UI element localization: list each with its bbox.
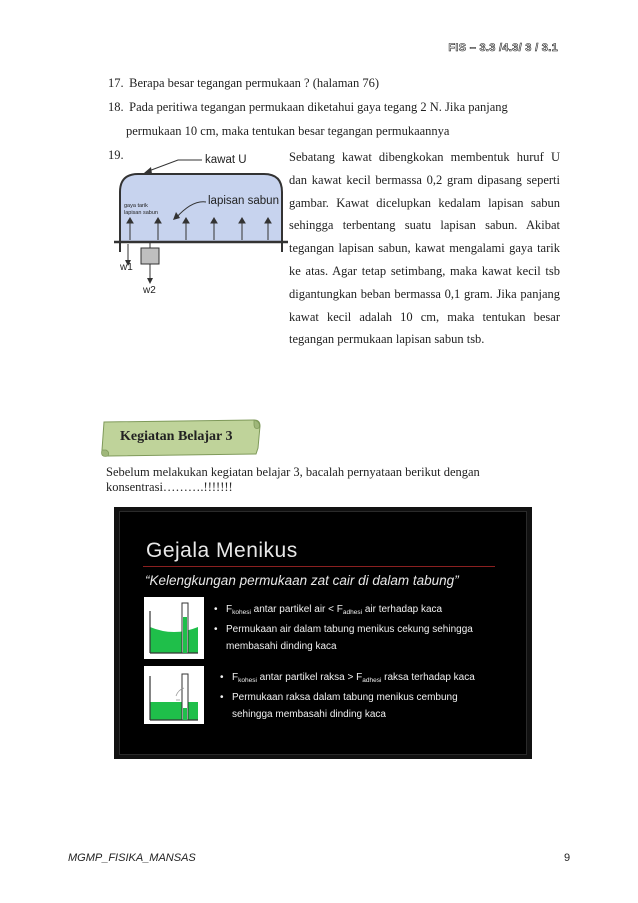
label-kawat-u: kawat U — [205, 154, 247, 166]
bullet-air-kohesi: • $F_{kohesi}$ antar partikel air < $F_{adhesi}$ air terhadap kaca — [214, 604, 443, 616]
convex-meniscus-image — [144, 666, 204, 724]
bullet-text: Permukaan raksa dalam tabung menikus cembung — [232, 692, 458, 703]
bullet-group-raksa — [220, 669, 530, 723]
bullet-text: air terhadap kaca — [362, 604, 443, 615]
bullet-raksa-cembung-cont — [220, 706, 530, 723]
bullet-text: membasahi dinding kaca — [226, 641, 337, 652]
document-code: FIS – 3.3 /4.3/ 3 / 3.1 — [448, 42, 558, 54]
subscript-kohesi: kohesi — [232, 609, 251, 616]
question-text: permukaan 10 cm, maka tentukan besar tegangan permukaannya — [126, 124, 450, 138]
bullet-text: F — [232, 672, 239, 683]
page-number: 9 — [564, 852, 571, 864]
question-19-text: Sebatang kawat dibengkokan membentuk huruf U dan kawat kecil bermassa 0,2 gram dipasang seperti gambar. Kawat dicelupkan kedalam lapisan sabun sehingga terbentang suatu lapisan sabun. Akibat tegangan lapisan sabun, kawat mengalami gaya tarik ke atas. Agar tetap setimbang, maka kawat kecil tsb digantungkan beban bermassa 0,1 gram. Jika panjang kawat kecil adalah 10 cm, maka tentukan besar tegangan permukaan lapisan sabun tsb. — [289, 150, 560, 347]
concave-meniscus-image — [144, 597, 204, 659]
soap-film-figure — [100, 152, 290, 302]
bullet-text: sehingga membasahi dinding kaca — [232, 709, 386, 720]
bullet-group-air — [214, 601, 524, 655]
question-text: Pada peritiwa tegangan permukaan diketahui gaya tegang 2 N. Jika panjang — [129, 100, 508, 114]
kegiatan-belajar-label: Kegiatan Belajar 3 — [120, 429, 233, 444]
label-w2: w2 — [143, 285, 156, 296]
subscript-kohesi: kohesi — [238, 677, 257, 684]
question-number: 19. — [108, 148, 124, 162]
bullet-text: F — [226, 604, 233, 615]
bullet-text: antar partikel raksa > F — [256, 672, 363, 683]
bullet-air-cekung: • Permukaan air dalam tabung menikus cekung sehingga — [214, 624, 473, 635]
label-gaya-tarik: gaya tarik — [124, 203, 148, 209]
bullet-raksa-cembung: • Permukaan raksa dalam tabung menikus cembung — [220, 692, 458, 703]
bullet-text: raksa terhadap kaca — [381, 672, 475, 683]
question-18 — [108, 97, 508, 117]
question-17 — [108, 73, 379, 93]
subscript-adhesi: adhesi — [362, 677, 382, 684]
slide-subtitle: “Kelengkungan permukaan zat cair di dalam tabung” — [145, 573, 459, 588]
bullet-text: Permukaan air dalam tabung menikus cekung sehingga — [226, 624, 473, 635]
slide-divider — [143, 566, 495, 567]
bullet-text: antar partikel air < F — [250, 604, 343, 615]
subscript-adhesi: adhesi — [342, 609, 363, 616]
slide-title: Gejala Menikus — [146, 539, 298, 562]
question-18-continuation — [126, 121, 449, 141]
label-lapisan-sabun: lapisan sabun — [208, 195, 279, 207]
label-w1: w1 — [120, 262, 133, 273]
question-text: Berapa besar tegangan permukaan ? (halaman 76) — [129, 76, 380, 90]
bullet-raksa-kohesi: • $F_{kohesi}$ antar partikel raksa > $F_{adhesi}$ raksa terhadap kaca — [220, 672, 475, 684]
intro-text: Sebelum melakukan kegiatan belajar 3, bacalah pernyataan berikut dengan konsentrasi……….!!!!!!! — [106, 465, 480, 494]
bullet-air-cekung-cont — [214, 638, 524, 655]
footer-label: MGMP_FISIKA_MANSAS — [68, 852, 196, 864]
question-number: 18. — [108, 100, 124, 114]
question-number: 17. — [108, 76, 124, 90]
meniscus-slide — [114, 507, 532, 759]
label-gaya-lapisan: lapisan sabun — [124, 210, 158, 216]
kegiatan-belajar-banner — [98, 418, 261, 458]
